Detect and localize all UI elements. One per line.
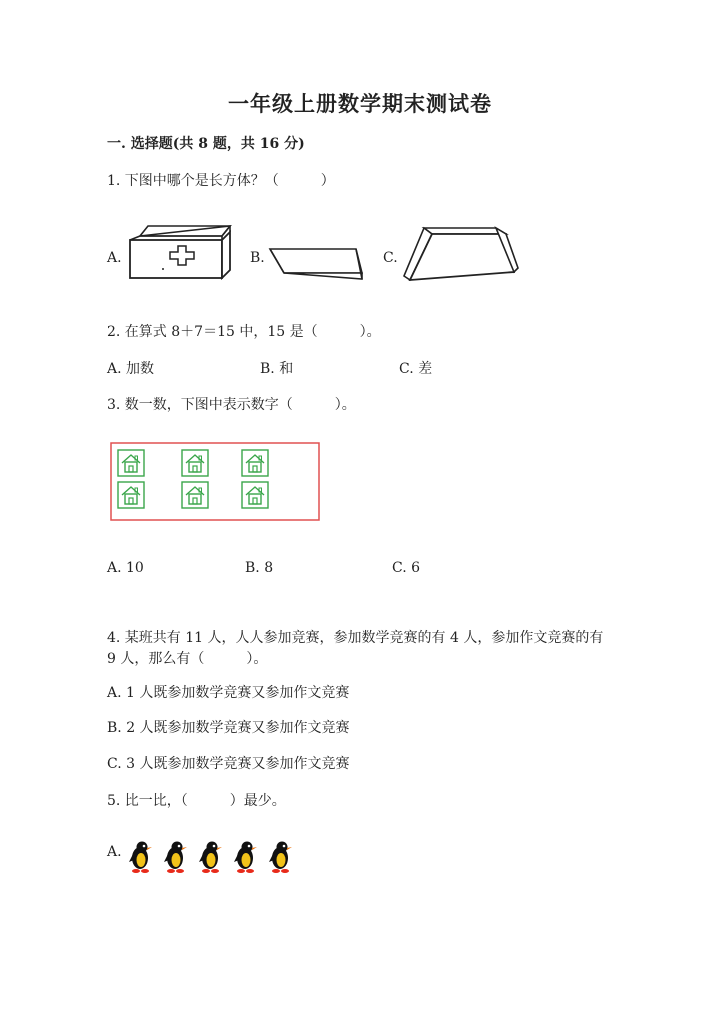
penguins-figure: [122, 840, 298, 876]
q3-option-a: A. 10: [107, 560, 144, 576]
page-title: 一年级上册数学期末测试卷: [228, 91, 492, 116]
q4-option-b: B. 2 人既参加数学竞赛又参加作文竞赛: [107, 720, 350, 736]
penguin-icon: [269, 842, 292, 874]
house-icon: [242, 450, 268, 476]
question-3-stem: 3. 数一数，下图中表示数字（ ）。: [107, 397, 356, 413]
thin-slab-figure: [268, 245, 364, 285]
penguin-icon: [164, 842, 187, 874]
question-4-stem-line1: 4. 某班共有 11 人，人人参加竞赛，参加数学竞赛的有 4 人，参加作文竞赛的有: [107, 630, 604, 646]
penguin-icon: [129, 842, 152, 874]
house-icon: [242, 482, 268, 508]
house-icon: [182, 450, 208, 476]
q1-option-a-label: A.: [107, 250, 122, 266]
q2-option-a: A. 加数: [107, 361, 155, 377]
q5-option-a-label: A.: [107, 844, 122, 860]
house-icon: [118, 450, 144, 476]
question-4-stem-line2: 9 人，那么有（ ）。: [107, 651, 268, 667]
box-with-cross-figure: [126, 224, 232, 282]
trapezoid-prism-figure: [402, 224, 522, 282]
house-icons-figure: [110, 442, 320, 522]
q2-option-b: B. 和: [260, 361, 294, 377]
q3-option-c: C. 6: [392, 560, 421, 576]
question-5-stem: 5. 比一比，（ ）最少。: [107, 793, 286, 809]
house-icon: [182, 482, 208, 508]
penguin-icon: [199, 842, 222, 874]
q2-option-c: C. 差: [399, 361, 433, 377]
section-heading: 一. 选择题(共 8 题，共 16 分): [107, 136, 305, 152]
question-1-stem: 1. 下图中哪个是长方体？（ ）: [107, 173, 335, 189]
q4-option-a: A. 1 人既参加数学竞赛又参加作文竞赛: [107, 685, 350, 701]
q1-option-c-label: C.: [383, 250, 398, 266]
house-icon: [118, 482, 144, 508]
q4-option-c: C. 3 人既参加数学竞赛又参加作文竞赛: [107, 756, 350, 772]
question-2-stem: 2. 在算式 8＋7＝15 中，15 是（ ）。: [107, 324, 381, 340]
q1-option-b-label: B.: [250, 250, 265, 266]
penguin-icon: [234, 842, 257, 874]
q3-option-b: B. 8: [245, 560, 274, 576]
